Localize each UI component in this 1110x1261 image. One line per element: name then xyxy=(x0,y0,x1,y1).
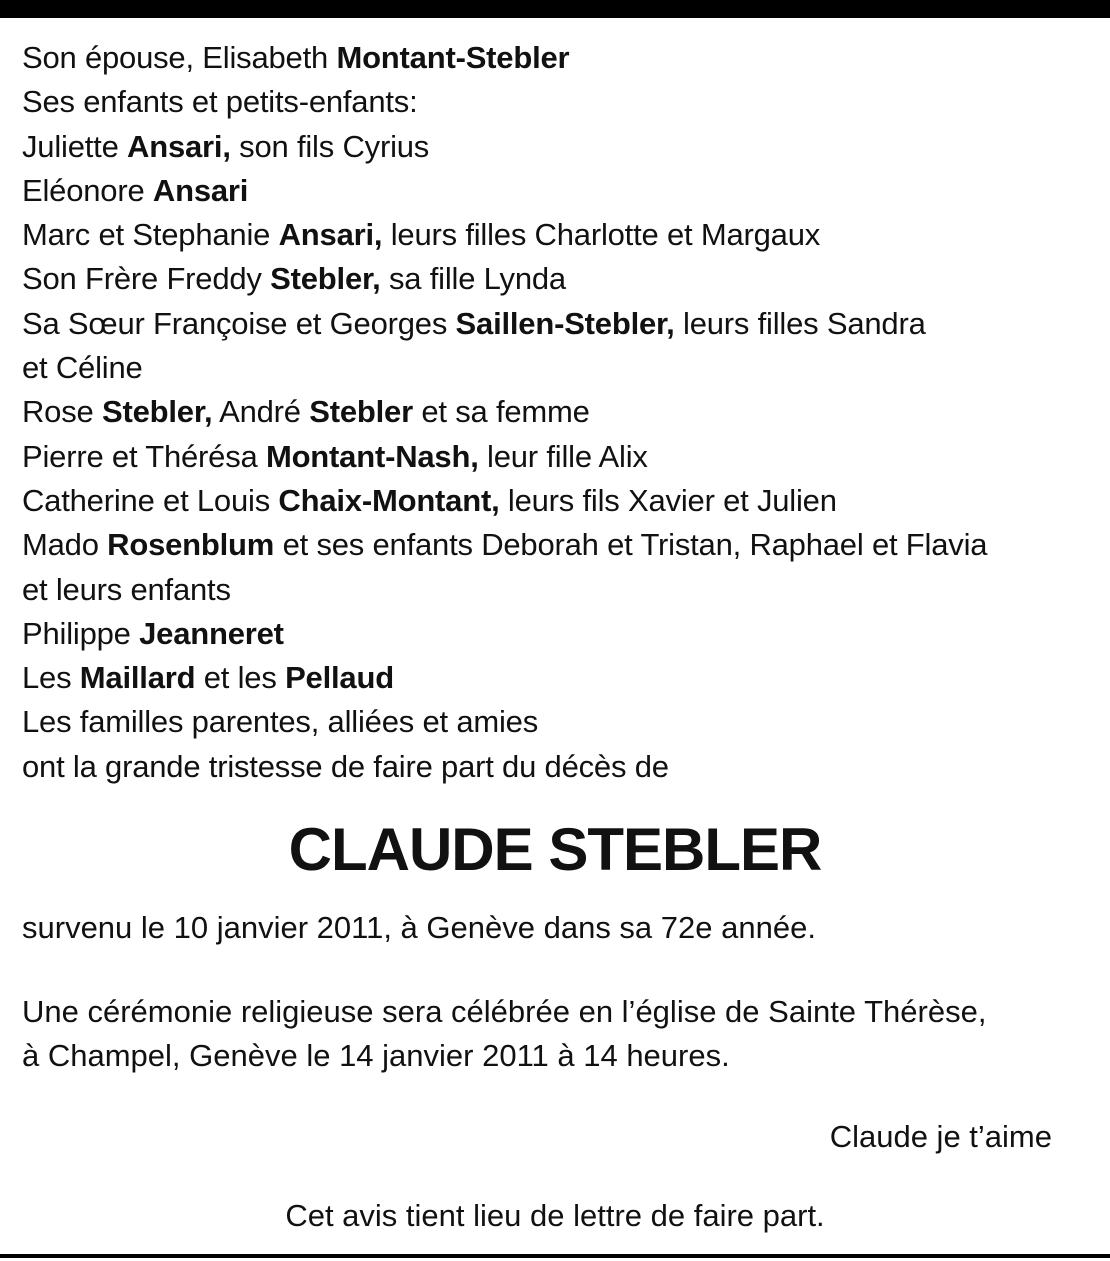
line-text: leurs filles Charlotte et Margaux xyxy=(382,217,821,253)
line-text: Catherine et Louis xyxy=(22,482,279,518)
announcement-line xyxy=(22,568,1092,612)
family-name: Saillen-Stebler, xyxy=(455,305,675,341)
line-text: Philippe xyxy=(22,615,140,651)
line-text: Marc et Stephanie xyxy=(22,217,279,253)
announcement-line xyxy=(22,36,1092,80)
line-text: leurs filles Sandra xyxy=(674,305,926,341)
announcement-line xyxy=(22,700,1092,744)
family-name: Pellaud xyxy=(285,660,394,696)
line-text: André xyxy=(212,394,310,430)
line-text: et Céline xyxy=(22,350,143,386)
announcement-line xyxy=(22,656,1092,700)
announcement-line xyxy=(22,257,1092,301)
family-name: Maillard xyxy=(79,660,196,696)
announcement-line xyxy=(22,302,1092,346)
announcement-line xyxy=(22,435,1092,479)
family-name: Montant-Stebler xyxy=(336,40,570,75)
family-name: Jeanneret xyxy=(139,615,284,651)
top-border-rule xyxy=(0,0,1110,18)
notice-text: Cet avis tient lieu de lettre de faire part. xyxy=(285,1198,825,1233)
ceremony-line-1: Une cérémonie religieuse sera célébrée en l’église de Sainte Thérèse, xyxy=(22,994,987,1029)
line-text: leur fille Alix xyxy=(478,438,648,474)
line-text: Juliette xyxy=(22,128,128,164)
ceremony-info xyxy=(22,990,1092,1078)
line-text: ont la grande tristesse de faire part du décès de xyxy=(22,748,669,784)
family-name: Montant-Nash, xyxy=(265,438,479,474)
family-name: Ansari xyxy=(152,172,249,208)
family-list xyxy=(22,36,1092,789)
announcement-line xyxy=(22,612,1092,656)
line-text: sa fille Lynda xyxy=(380,261,566,297)
family-name: Ansari, xyxy=(127,128,231,164)
line-text: et leurs enfants xyxy=(22,571,231,607)
ceremony-line-2: à Champel, Genève le 14 janvier 2011 à 14 heures. xyxy=(22,1038,730,1073)
line-text: Rose xyxy=(22,394,102,430)
line-text: Les familles parentes, alliées et amies xyxy=(22,704,539,740)
announcement-line xyxy=(22,479,1092,523)
death-info: survenu le 10 janvier 2011, à Genève dans sa 72e année. xyxy=(22,910,816,945)
deceased-name: CLAUDE STEBLER xyxy=(288,816,822,883)
line-text: et ses enfants Deborah et Tristan, Raphael et Flavia xyxy=(274,527,988,563)
family-name: Rosenblum xyxy=(107,527,275,563)
family-name: Stebler, xyxy=(101,394,213,430)
line-text: leurs fils Xavier et Julien xyxy=(499,482,837,518)
line-text: et sa femme xyxy=(412,394,590,430)
announcement-line xyxy=(22,745,1092,789)
announcement-line xyxy=(22,169,1092,213)
line-text: Mado xyxy=(22,527,108,563)
line-text: Eléonore xyxy=(22,172,153,208)
announcement-line xyxy=(22,125,1092,169)
family-name: Stebler, xyxy=(270,261,381,297)
family-name: Chaix-Montant, xyxy=(278,482,500,518)
line-text: son fils Cyrius xyxy=(230,128,430,164)
family-name: Ansari, xyxy=(278,217,383,253)
announcement-line xyxy=(22,213,1092,257)
line-text: Son Frère Freddy xyxy=(22,261,271,297)
personal-note: Claude je t’aime xyxy=(829,1119,1052,1154)
announcement-line xyxy=(22,390,1092,434)
line-text: Sa Sœur Françoise et Georges xyxy=(22,305,456,341)
family-name: Stebler xyxy=(309,394,413,430)
line-text: Ses enfants et petits-enfants: xyxy=(22,84,418,120)
bottom-border-rule xyxy=(0,1254,1110,1258)
line-text: Les xyxy=(22,660,80,696)
announcement-line xyxy=(22,80,1092,124)
line-text: Pierre et Thérésa xyxy=(22,438,266,474)
line-text: et les xyxy=(195,660,286,696)
announcement-line xyxy=(22,346,1092,390)
announcement-line xyxy=(22,523,1092,567)
line-text: Son épouse, Elisabeth xyxy=(22,40,337,75)
